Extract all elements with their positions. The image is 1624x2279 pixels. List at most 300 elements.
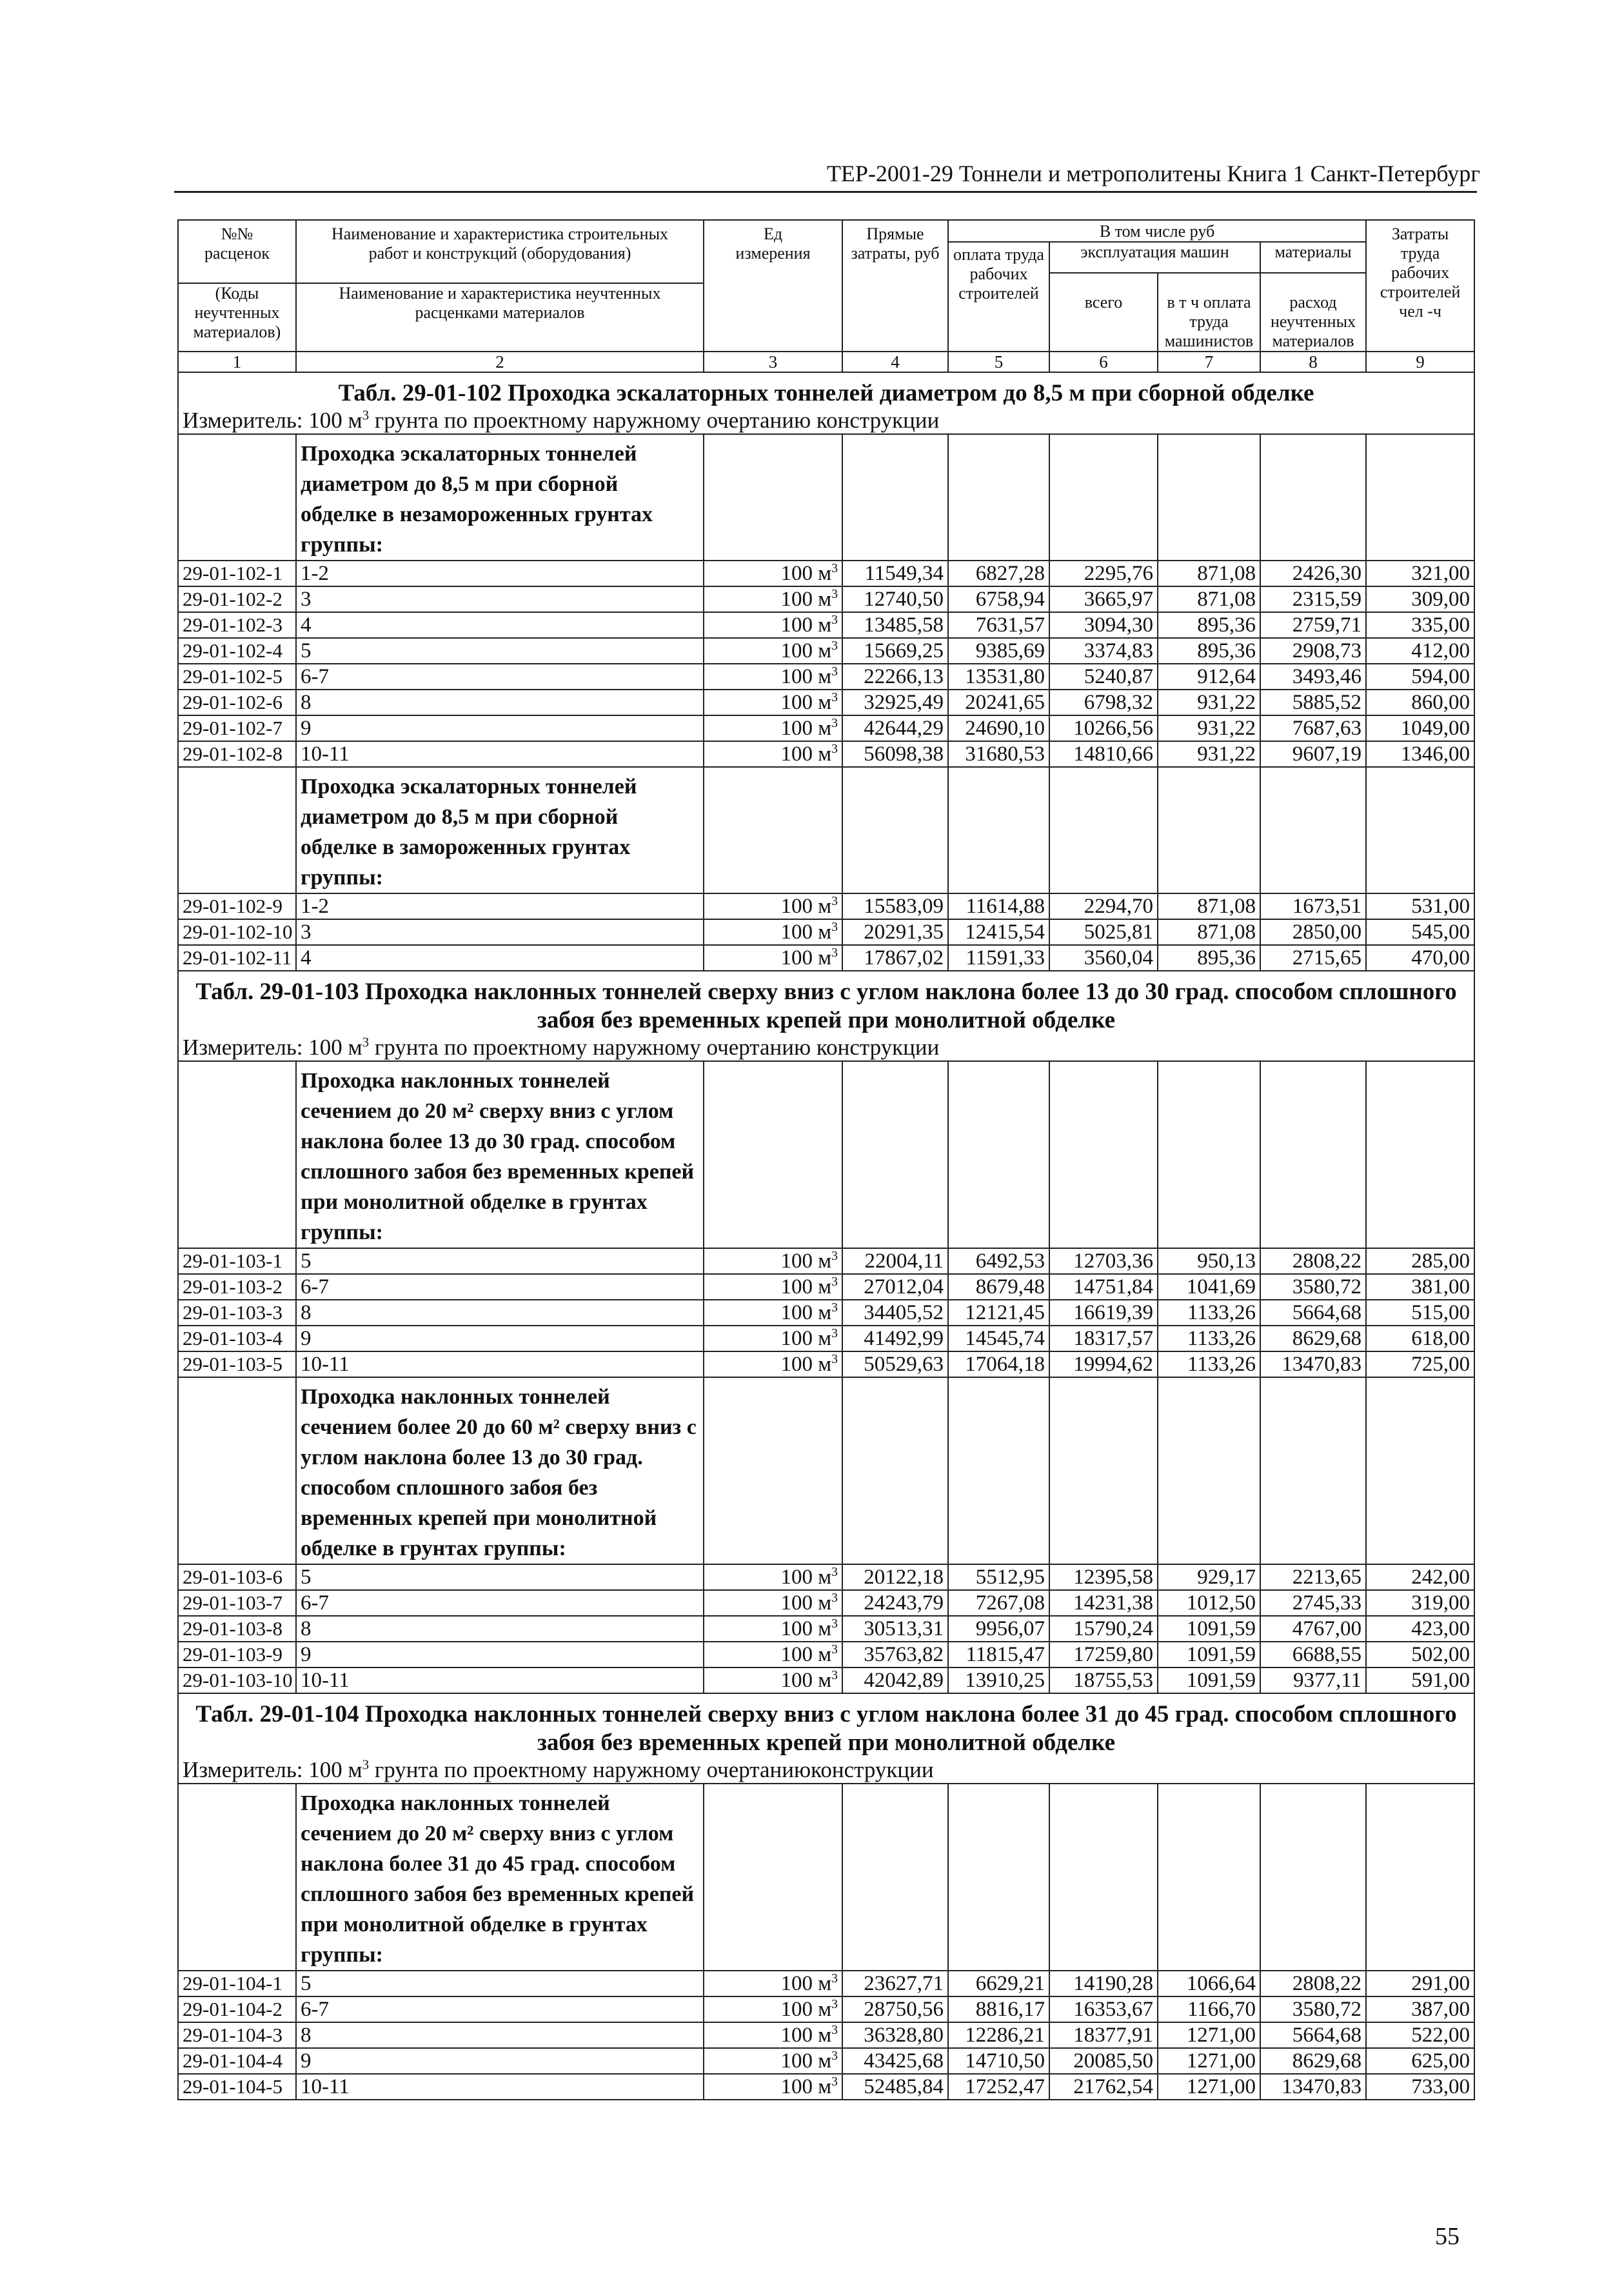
machinists-wages: 1133,26 — [1158, 1300, 1260, 1326]
col-head-code-bottom — [178, 283, 296, 352]
soil-group: 6-7 — [296, 664, 704, 690]
materials: 2745,33 — [1260, 1590, 1366, 1616]
measure-suffix: грунта по проектному наружному очертанию конструкции — [369, 408, 940, 433]
wages: 6758,94 — [948, 586, 1049, 612]
rate-code: 29-01-104-4 — [178, 2048, 296, 2074]
rate-code: 29-01-102-2 — [178, 586, 296, 612]
col-head-name-bottom — [296, 283, 704, 352]
soil-group: 8 — [296, 690, 704, 715]
section-title-row — [178, 372, 1474, 408]
unit — [704, 1274, 842, 1300]
table-row — [178, 612, 1474, 638]
soil-group: 8 — [296, 1616, 704, 1642]
machines-total: 14751,84 — [1049, 1274, 1158, 1300]
col-head-exploit — [1049, 242, 1260, 273]
machinists-wages: 1066,64 — [1158, 1971, 1260, 1996]
unit-sup: 3 — [831, 1617, 838, 1631]
col-head-machines-total-label: всего — [1084, 293, 1123, 312]
unit — [704, 2048, 842, 2074]
unit-text: 100 м — [780, 588, 832, 611]
table-row — [178, 2022, 1474, 2048]
unit-sup: 3 — [831, 894, 838, 908]
machinists-wages: 1271,00 — [1158, 2074, 1260, 2100]
machinists-wages: 1166,70 — [1158, 1996, 1260, 2022]
section-title: Табл. 29-01-104 Проходка наклонных тоннелей сверху вниз с углом наклона более 31 до 45 град. способом сплошного забоя без временных крепей при монолитной обделке — [178, 1693, 1474, 1757]
machines-total: 5240,87 — [1049, 664, 1158, 690]
group-heading: Проходка эскалаторных тоннелей диаметром до 8,5 м при сборной обделке в незамороженных грунтах группы: — [296, 434, 704, 561]
labor-costs: 515,00 — [1366, 1300, 1474, 1326]
labor-costs: 387,00 — [1366, 1996, 1474, 2022]
materials: 8629,68 — [1260, 1326, 1366, 1351]
section-title: Табл. 29-01-103 Проходка наклонных тоннелей сверху вниз с углом наклона более 13 до 30 град. способом сплошного забоя без временных крепей при монолитной обделке — [178, 971, 1474, 1035]
rate-code: 29-01-104-5 — [178, 2074, 296, 2100]
empty-cell — [1366, 1061, 1474, 1248]
unit-sup: 3 — [831, 613, 838, 627]
direct-costs: 15669,25 — [842, 638, 948, 664]
empty-cell — [948, 434, 1049, 561]
soil-group: 5 — [296, 1248, 704, 1274]
unit — [704, 893, 842, 919]
wages: 11614,88 — [948, 893, 1049, 919]
unit-text: 100 м — [780, 742, 832, 766]
soil-group: 9 — [296, 2048, 704, 2074]
unit — [704, 715, 842, 741]
machinists-wages: 1091,59 — [1158, 1667, 1260, 1693]
wages: 9385,69 — [948, 638, 1049, 664]
unit-text: 100 м — [780, 562, 832, 585]
column-number: 8 — [1260, 352, 1366, 372]
rate-code: 29-01-102-1 — [178, 561, 296, 586]
rate-code: 29-01-102-11 — [178, 945, 296, 971]
machinists-wages: 895,36 — [1158, 612, 1260, 638]
table-row — [178, 741, 1474, 767]
rate-code: 29-01-103-7 — [178, 1590, 296, 1616]
empty-cell — [948, 1377, 1049, 1564]
soil-group: 10-11 — [296, 2074, 704, 2100]
machines-total: 2294,70 — [1049, 893, 1158, 919]
col-head-name — [296, 220, 704, 283]
measure-sup: 3 — [362, 1035, 370, 1050]
empty-cell — [1366, 767, 1474, 893]
unit-sup: 3 — [831, 716, 838, 730]
materials: 5664,68 — [1260, 1300, 1366, 1326]
materials: 5885,52 — [1260, 690, 1366, 715]
machinists-wages: 1271,00 — [1158, 2022, 1260, 2048]
wages: 17252,47 — [948, 2074, 1049, 2100]
soil-group: 4 — [296, 945, 704, 971]
unit — [704, 1667, 842, 1693]
unit — [704, 945, 842, 971]
col-head-wages — [948, 242, 1049, 352]
machines-total: 18377,91 — [1049, 2022, 1158, 2048]
header-row-1 — [178, 220, 1474, 242]
wages: 13910,25 — [948, 1667, 1049, 1693]
unit-sup: 3 — [831, 1565, 838, 1579]
rate-code: 29-01-103-8 — [178, 1616, 296, 1642]
machinists-wages: 912,64 — [1158, 664, 1260, 690]
unit-text: 100 м — [780, 691, 832, 714]
machines-total: 12703,36 — [1049, 1248, 1158, 1274]
soil-group: 3 — [296, 586, 704, 612]
unit-text: 100 м — [780, 1972, 832, 1995]
table-row — [178, 1971, 1474, 1996]
direct-costs: 11549,34 — [842, 561, 948, 586]
group-heading: Проходка наклонных тоннелей сечением до 20 м² сверху вниз с углом наклона более 31 до 45 град. способом сплошного забоя без временных крепей при монолитной обделке в грунтах группы: — [296, 1784, 704, 1971]
col-head-labor — [1366, 220, 1474, 352]
wages: 5512,95 — [948, 1564, 1049, 1590]
unit — [704, 1616, 842, 1642]
wages: 14710,50 — [948, 2048, 1049, 2074]
unit-sup: 3 — [831, 1300, 838, 1315]
unit-text: 100 м — [780, 1669, 832, 1692]
measure-sup: 3 — [362, 408, 370, 423]
materials: 3580,72 — [1260, 1996, 1366, 2022]
machinists-wages: 931,22 — [1158, 715, 1260, 741]
wages: 17064,18 — [948, 1351, 1049, 1377]
unit-text: 100 м — [780, 2049, 832, 2073]
machinists-wages: 1271,00 — [1158, 2048, 1260, 2074]
wages: 9956,07 — [948, 1616, 1049, 1642]
materials: 2213,65 — [1260, 1564, 1366, 1590]
direct-costs: 30513,31 — [842, 1616, 948, 1642]
machines-total: 5025,81 — [1049, 919, 1158, 945]
unit — [704, 2074, 842, 2100]
machines-total: 21762,54 — [1049, 2074, 1158, 2100]
section-measure — [178, 1035, 1474, 1061]
unit-text: 100 м — [780, 1566, 832, 1589]
empty-cell — [1366, 1784, 1474, 1971]
measure-prefix: Измеритель: 100 м — [183, 1035, 362, 1060]
table-row — [178, 1616, 1474, 1642]
table-row — [178, 1996, 1474, 2022]
section-measure-row — [178, 1757, 1474, 1784]
table-row — [178, 1300, 1474, 1326]
col-head-consumption — [1260, 273, 1366, 352]
wages: 13531,80 — [948, 664, 1049, 690]
unit-text: 100 м — [780, 1275, 832, 1299]
machinists-wages: 895,36 — [1158, 945, 1260, 971]
wages: 8679,48 — [948, 1274, 1049, 1300]
rate-code: 29-01-103-5 — [178, 1351, 296, 1377]
table-row — [178, 690, 1474, 715]
group-heading-row — [178, 1784, 1474, 1971]
materials: 2808,22 — [1260, 1248, 1366, 1274]
unit-sup: 3 — [831, 664, 838, 679]
labor-costs: 591,00 — [1366, 1667, 1474, 1693]
unit-sup: 3 — [831, 2049, 838, 2063]
col-head-code — [178, 220, 296, 283]
column-number: 5 — [948, 352, 1049, 372]
direct-costs: 42042,89 — [842, 1667, 948, 1693]
column-number-row — [178, 352, 1474, 372]
empty-cell — [842, 1377, 948, 1564]
soil-group: 5 — [296, 638, 704, 664]
machines-total: 3665,97 — [1049, 586, 1158, 612]
labor-costs: 335,00 — [1366, 612, 1474, 638]
soil-group: 9 — [296, 715, 704, 741]
soil-group: 8 — [296, 2022, 704, 2048]
column-number: 7 — [1158, 352, 1260, 372]
group-heading: Проходка наклонных тоннелей сечением до 20 м² сверху вниз с углом наклона более 13 до 30 град. способом сплошного забоя без временных крепей при монолитной обделке в грунтах группы: — [296, 1061, 704, 1248]
empty-cell — [1260, 767, 1366, 893]
labor-costs: 381,00 — [1366, 1274, 1474, 1300]
unit — [704, 1326, 842, 1351]
labor-costs: 1346,00 — [1366, 741, 1474, 767]
empty-cell — [178, 1377, 296, 1564]
labor-costs: 531,00 — [1366, 893, 1474, 919]
unit-sup: 3 — [831, 690, 838, 704]
soil-group: 10-11 — [296, 1351, 704, 1377]
unit-text: 100 м — [780, 1327, 832, 1350]
unit-text: 100 м — [780, 921, 832, 944]
empty-cell — [1260, 1061, 1366, 1248]
empty-cell — [704, 1061, 842, 1248]
empty-cell — [1260, 1377, 1366, 1564]
unit — [704, 1971, 842, 1996]
empty-cell — [1158, 767, 1260, 893]
group-heading-row — [178, 767, 1474, 893]
machinists-wages: 871,08 — [1158, 893, 1260, 919]
unit — [704, 1996, 842, 2022]
direct-costs: 41492,99 — [842, 1326, 948, 1351]
empty-cell — [948, 1061, 1049, 1248]
direct-costs: 32925,49 — [842, 690, 948, 715]
materials: 3580,72 — [1260, 1274, 1366, 1300]
unit-sup: 3 — [831, 639, 838, 653]
empty-cell — [1049, 1061, 1158, 1248]
materials: 6688,55 — [1260, 1642, 1366, 1667]
measure-prefix: Измеритель: 100 м — [183, 408, 362, 433]
unit-sup: 3 — [831, 2075, 838, 2089]
rate-code: 29-01-103-4 — [178, 1326, 296, 1351]
unit — [704, 1300, 842, 1326]
soil-group: 9 — [296, 1642, 704, 1667]
labor-costs: 291,00 — [1366, 1971, 1474, 1996]
rate-code: 29-01-102-5 — [178, 664, 296, 690]
labor-costs: 1049,00 — [1366, 715, 1474, 741]
materials: 9607,19 — [1260, 741, 1366, 767]
soil-group: 1-2 — [296, 561, 704, 586]
group-heading: Проходка наклонных тоннелей сечением более 20 до 60 м² сверху вниз с углом наклона более 13 до 30 град. способом сплошного забоя без временных крепей при монолитной обделке в грунтах группы: — [296, 1377, 704, 1564]
unit-text: 100 м — [780, 1998, 832, 2021]
rate-code: 29-01-103-3 — [178, 1300, 296, 1326]
rates-table — [177, 219, 1475, 2100]
direct-costs: 22004,11 — [842, 1248, 948, 1274]
table-row — [178, 1590, 1474, 1616]
materials: 2426,30 — [1260, 561, 1366, 586]
soil-group: 6-7 — [296, 1590, 704, 1616]
section-title: Табл. 29-01-102 Проходка эскалаторных тоннелей диаметром до 8,5 м при сборной обделке — [178, 372, 1474, 408]
unit — [704, 1642, 842, 1667]
unit — [704, 1248, 842, 1274]
measure-prefix: Измеритель: 100 м — [183, 1757, 362, 1782]
machinists-wages: 929,17 — [1158, 1564, 1260, 1590]
col-head-consumption-label: расход неучтенных материалов — [1270, 293, 1356, 350]
table-row — [178, 1564, 1474, 1590]
machines-total: 15790,24 — [1049, 1616, 1158, 1642]
rate-code: 29-01-102-8 — [178, 741, 296, 767]
unit — [704, 690, 842, 715]
materials: 2315,59 — [1260, 586, 1366, 612]
rate-code: 29-01-102-4 — [178, 638, 296, 664]
unit-sup: 3 — [831, 2023, 838, 2037]
unit-sup: 3 — [831, 1352, 838, 1366]
machines-total: 14810,66 — [1049, 741, 1158, 767]
rate-code: 29-01-104-1 — [178, 1971, 296, 1996]
empty-cell — [704, 1377, 842, 1564]
rate-code: 29-01-102-7 — [178, 715, 296, 741]
rate-code: 29-01-103-10 — [178, 1667, 296, 1693]
labor-costs: 618,00 — [1366, 1326, 1474, 1351]
table-row — [178, 919, 1474, 945]
unit-sup: 3 — [831, 561, 838, 575]
wages: 12415,54 — [948, 919, 1049, 945]
unit-sup: 3 — [831, 1642, 838, 1657]
direct-costs: 22266,13 — [842, 664, 948, 690]
empty-cell — [1049, 434, 1158, 561]
empty-cell — [948, 767, 1049, 893]
section-measure-row — [178, 1035, 1474, 1061]
col-head-group — [948, 220, 1366, 242]
table-row — [178, 1326, 1474, 1351]
section-measure-row — [178, 408, 1474, 434]
labor-costs: 309,00 — [1366, 586, 1474, 612]
direct-costs: 27012,04 — [842, 1274, 948, 1300]
machines-total: 3560,04 — [1049, 945, 1158, 971]
machines-total: 19994,62 — [1049, 1351, 1158, 1377]
col-head-materials — [1260, 242, 1366, 273]
col-head-wages-label: оплата труда рабочих строителей — [953, 245, 1044, 303]
measure-sup: 3 — [362, 1757, 370, 1773]
column-number: 4 — [842, 352, 948, 372]
empty-cell — [1158, 1784, 1260, 1971]
unit — [704, 2022, 842, 2048]
unit-text: 100 м — [780, 665, 832, 688]
machines-total: 12395,58 — [1049, 1564, 1158, 1590]
wages: 20241,65 — [948, 690, 1049, 715]
table-row — [178, 715, 1474, 741]
section-title-row — [178, 971, 1474, 1035]
unit-text: 100 м — [780, 717, 832, 740]
soil-group: 8 — [296, 1300, 704, 1326]
empty-cell — [704, 1784, 842, 1971]
section-measure — [178, 408, 1474, 434]
unit-sup: 3 — [831, 1668, 838, 1682]
col-head-direct-label: Прямые затраты, руб — [851, 224, 940, 263]
direct-costs: 23627,71 — [842, 1971, 948, 1996]
labor-costs: 285,00 — [1366, 1248, 1474, 1274]
rate-code: 29-01-103-6 — [178, 1564, 296, 1590]
soil-group: 5 — [296, 1564, 704, 1590]
empty-cell — [1049, 1377, 1158, 1564]
unit-sup: 3 — [831, 1591, 838, 1605]
direct-costs: 15583,09 — [842, 893, 948, 919]
machines-total: 3094,30 — [1049, 612, 1158, 638]
unit — [704, 586, 842, 612]
machines-total: 16619,39 — [1049, 1300, 1158, 1326]
col-head-group-label: В том числе руб — [1099, 222, 1215, 241]
materials: 4767,00 — [1260, 1616, 1366, 1642]
machinists-wages: 895,36 — [1158, 638, 1260, 664]
unit — [704, 1351, 842, 1377]
machinists-wages: 1041,69 — [1158, 1274, 1260, 1300]
labor-costs: 594,00 — [1366, 664, 1474, 690]
wages: 11815,47 — [948, 1642, 1049, 1667]
empty-cell — [178, 434, 296, 561]
machines-total: 20085,50 — [1049, 2048, 1158, 2074]
materials: 3493,46 — [1260, 664, 1366, 690]
unit — [704, 919, 842, 945]
unit — [704, 1564, 842, 1590]
table-row — [178, 893, 1474, 919]
direct-costs: 12740,50 — [842, 586, 948, 612]
machines-total: 17259,80 — [1049, 1642, 1158, 1667]
col-head-unit — [704, 220, 842, 352]
group-heading-row — [178, 1377, 1474, 1564]
col-head-name-top: Наименование и характеристика строительных работ и конструкций (оборудования) — [331, 224, 669, 263]
table-row — [178, 638, 1474, 664]
machines-total: 2295,76 — [1049, 561, 1158, 586]
soil-group: 6-7 — [296, 1274, 704, 1300]
soil-group: 1-2 — [296, 893, 704, 919]
rate-code: 29-01-102-9 — [178, 893, 296, 919]
direct-costs: 43425,68 — [842, 2048, 948, 2074]
column-number: 2 — [296, 352, 704, 372]
direct-costs: 20122,18 — [842, 1564, 948, 1590]
empty-cell — [178, 1784, 296, 1971]
unit-text: 100 м — [780, 613, 832, 637]
unit-sup: 3 — [831, 587, 838, 601]
machines-total: 3374,83 — [1049, 638, 1158, 664]
materials: 13470,83 — [1260, 1351, 1366, 1377]
col-head-code-bottom-label: (Коды неучтенных материалов) — [193, 284, 281, 341]
direct-costs: 24243,79 — [842, 1590, 948, 1616]
measure-suffix: грунта по проектному наружному очертанию конструкции — [369, 1035, 940, 1060]
unit-text: 100 м — [780, 1617, 832, 1640]
labor-costs: 625,00 — [1366, 2048, 1474, 2074]
table-row — [178, 945, 1474, 971]
direct-costs: 36328,80 — [842, 2022, 948, 2048]
machinists-wages: 1133,26 — [1158, 1326, 1260, 1351]
machinists-wages: 1091,59 — [1158, 1616, 1260, 1642]
table-row — [178, 1274, 1474, 1300]
direct-costs: 56098,38 — [842, 741, 948, 767]
column-number: 9 — [1366, 352, 1474, 372]
materials: 2715,65 — [1260, 945, 1366, 971]
materials: 7687,63 — [1260, 715, 1366, 741]
materials: 2908,73 — [1260, 638, 1366, 664]
rate-code: 29-01-102-3 — [178, 612, 296, 638]
empty-cell — [1260, 1784, 1366, 1971]
wages: 7631,57 — [948, 612, 1049, 638]
wages: 8816,17 — [948, 1996, 1049, 2022]
labor-costs: 319,00 — [1366, 1590, 1474, 1616]
table-row — [178, 1248, 1474, 1274]
col-head-machinists-label: в т ч оплата труда машинистов — [1164, 293, 1254, 350]
direct-costs: 28750,56 — [842, 1996, 948, 2022]
table-row — [178, 586, 1474, 612]
col-head-direct — [842, 220, 948, 352]
wages: 31680,53 — [948, 741, 1049, 767]
machines-total: 18755,53 — [1049, 1667, 1158, 1693]
labor-costs: 321,00 — [1366, 561, 1474, 586]
machinists-wages: 1091,59 — [1158, 1642, 1260, 1667]
table-row — [178, 2074, 1474, 2100]
wages: 12121,45 — [948, 1300, 1049, 1326]
materials: 2850,00 — [1260, 919, 1366, 945]
wages: 6827,28 — [948, 561, 1049, 586]
rate-code: 29-01-102-6 — [178, 690, 296, 715]
